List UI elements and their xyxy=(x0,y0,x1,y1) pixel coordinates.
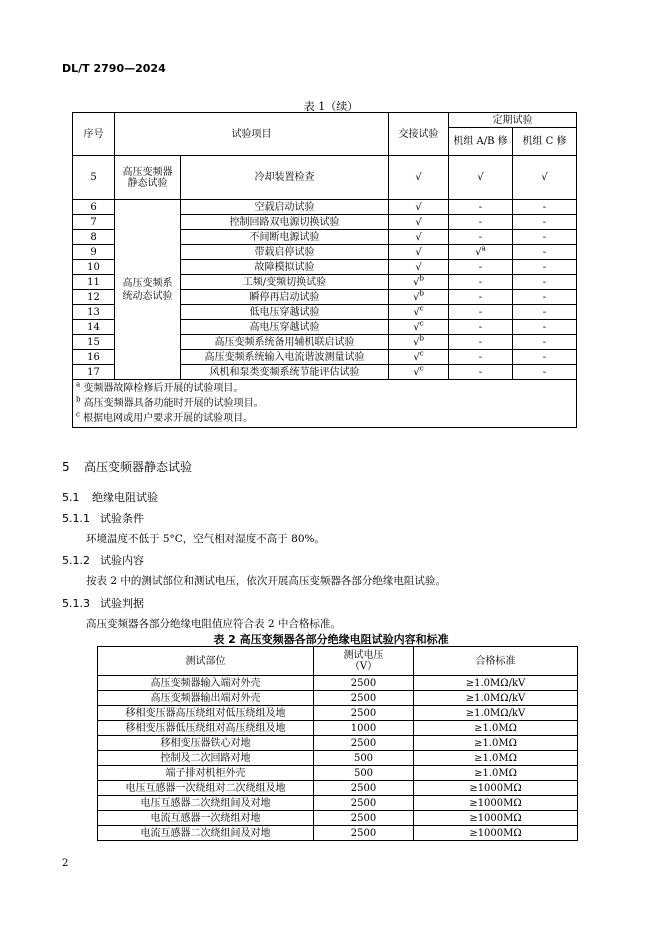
table1-notes xyxy=(73,380,577,428)
table-row xyxy=(98,796,578,811)
cell-seq: 17 xyxy=(73,365,115,380)
cell-c: - xyxy=(513,200,577,215)
cell-part: 高压变频器输出端对外壳 xyxy=(98,691,314,706)
note-ref: a xyxy=(481,244,486,253)
section-5-1-heading xyxy=(62,489,158,505)
note-ref: c xyxy=(419,364,424,373)
th-standard: 合格标准 xyxy=(414,647,578,676)
cell-c: - xyxy=(513,245,577,260)
note-text: 根据电网或用户要求开展的试验项目。 xyxy=(83,413,254,424)
table1 xyxy=(72,112,577,428)
th-voltage-line1: 测试电压 xyxy=(343,650,384,661)
table2-caption: 表 2 高压变频器各部分绝缘电阻试验内容和标准 xyxy=(213,633,449,646)
cell-handover xyxy=(389,320,449,335)
th-periodic: 定期试验 xyxy=(449,113,577,128)
cell-item: 空载启动试验 xyxy=(181,200,389,215)
table-row xyxy=(98,676,578,691)
section-5-1-1-text: 环境温度不低于 5°C，空气相对湿度不高于 80%。 xyxy=(86,533,325,545)
section-number: 5 xyxy=(62,460,70,474)
cell-voltage: 2500 xyxy=(314,676,414,691)
check-mark: √ xyxy=(413,306,420,318)
cell-item: 工频/变频切换试验 xyxy=(181,275,389,290)
note-text: 变频器故障检修后开展的试验项目。 xyxy=(83,383,244,394)
cell-seq: 7 xyxy=(73,215,115,230)
cell-item: 风机和泵类变频系统节能评估试验 xyxy=(181,365,389,380)
cell-ab: - xyxy=(449,320,513,335)
cell-seq: 16 xyxy=(73,350,115,365)
cell-c: - xyxy=(513,320,577,335)
cell-ab xyxy=(449,245,513,260)
cell-ab: - xyxy=(449,260,513,275)
cell-seq: 8 xyxy=(73,230,115,245)
cell-standard: ≥1.0MΩ xyxy=(414,766,578,781)
cell-part: 端子排对机柜外壳 xyxy=(98,766,314,781)
section-number: 5.1.2 xyxy=(62,554,90,567)
table-row xyxy=(98,706,578,721)
cell-part: 电流互感器二次绕组间及对地 xyxy=(98,826,314,841)
section-number: 5.1.3 xyxy=(62,597,90,610)
section-5-heading xyxy=(62,458,192,475)
note-c xyxy=(76,411,573,426)
th-part: 测试部位 xyxy=(98,647,314,676)
cell-part: 移相变压器低压绕组对高压绕组及地 xyxy=(98,721,314,736)
cell-standard: ≥1.0MΩ xyxy=(414,721,578,736)
cell-item: 不间断电源试验 xyxy=(181,230,389,245)
cell-voltage: 1000 xyxy=(314,721,414,736)
cell-part: 控制及二次回路对地 xyxy=(98,751,314,766)
cell-item: 带载启停试验 xyxy=(181,245,389,260)
cell-voltage: 2500 xyxy=(314,781,414,796)
cell-ab: - xyxy=(449,290,513,305)
table-row xyxy=(98,811,578,826)
note-text: 高压变频器具备功能时开展的试验项目。 xyxy=(83,398,264,409)
check-mark: √ xyxy=(413,336,420,348)
cell-handover: √ xyxy=(389,215,449,230)
cell-voltage: 2500 xyxy=(314,691,414,706)
th-item: 试验项目 xyxy=(115,113,389,156)
table2-header-row xyxy=(98,647,578,676)
cell-voltage: 2500 xyxy=(314,736,414,751)
cell-standard: ≥1000MΩ xyxy=(414,826,578,841)
cell-handover xyxy=(389,365,449,380)
cell-standard: ≥1.0MΩ/kV xyxy=(414,706,578,721)
note-a xyxy=(76,381,573,396)
cell-c: - xyxy=(513,260,577,275)
group-dynamic: 高压变频系统动态试验 xyxy=(115,200,181,380)
check-mark: √ xyxy=(413,276,420,288)
section-title: 试验判据 xyxy=(100,597,144,610)
note-ref: c xyxy=(419,319,424,328)
note-ref: c xyxy=(419,304,424,313)
th-handover: 交接试验 xyxy=(389,113,449,156)
th-unit-ab: 机组 A/B 修 xyxy=(449,128,513,156)
section-5-1-3-heading xyxy=(62,595,144,611)
cell-standard: ≥1000MΩ xyxy=(414,811,578,826)
cell-c: - xyxy=(513,335,577,350)
cell-seq: 9 xyxy=(73,245,115,260)
th-unit-c: 机组 C 修 xyxy=(513,128,577,156)
cell-standard: ≥1.0MΩ/kV xyxy=(414,676,578,691)
table-row xyxy=(98,826,578,841)
cell-item: 高压变频系统备用辅机联启试验 xyxy=(181,335,389,350)
cell-item: 高压变频系统输入电流谐波测量试验 xyxy=(181,350,389,365)
cell-handover: √ xyxy=(389,200,449,215)
table-row xyxy=(98,721,578,736)
cell-standard: ≥1.0MΩ/kV xyxy=(414,691,578,706)
check-mark: √ xyxy=(475,246,482,258)
section-title: 试验内容 xyxy=(100,554,144,567)
section-title: 高压变频器静态试验 xyxy=(84,460,193,474)
cell-seq: 11 xyxy=(73,275,115,290)
cell-standard: ≥1.0MΩ xyxy=(414,736,578,751)
table-row xyxy=(98,781,578,796)
section-5-1-1-heading xyxy=(62,510,144,526)
table-row xyxy=(73,200,577,215)
cell-handover xyxy=(389,305,449,320)
cell-seq: 15 xyxy=(73,335,115,350)
cell-handover xyxy=(389,275,449,290)
cell-c: - xyxy=(513,290,577,305)
cell-seq: 5 xyxy=(73,156,115,200)
th-seq: 序号 xyxy=(73,113,115,156)
cell-c: - xyxy=(513,350,577,365)
cell-item: 瞬停再启动试验 xyxy=(181,290,389,305)
cell-handover xyxy=(389,290,449,305)
note-ref: b xyxy=(419,274,424,283)
note-mark: c xyxy=(76,410,80,419)
cell-voltage: 500 xyxy=(314,751,414,766)
cell-part: 移相变压器铁心对地 xyxy=(98,736,314,751)
check-mark: √ xyxy=(413,291,420,303)
cell-ab: - xyxy=(449,335,513,350)
cell-voltage: 500 xyxy=(314,766,414,781)
cell-seq: 10 xyxy=(73,260,115,275)
cell-part: 移相变压器高压绕组对低压绕组及地 xyxy=(98,706,314,721)
cell-ab: - xyxy=(449,215,513,230)
section-number: 5.1.1 xyxy=(62,512,90,525)
cell-standard: ≥1.0MΩ xyxy=(414,751,578,766)
section-5-1-3-text: 高压变频器各部分绝缘电阻值应符合表 2 中合格标准。 xyxy=(86,618,341,630)
cell-c: - xyxy=(513,215,577,230)
cell-seq: 12 xyxy=(73,290,115,305)
cell-voltage: 2500 xyxy=(314,706,414,721)
standard-code: DL/T 2790—2024 xyxy=(62,62,166,75)
cell-ab: - xyxy=(449,230,513,245)
cell-part: 电压互感器一次绕组对二次绕组及地 xyxy=(98,781,314,796)
cell-seq: 6 xyxy=(73,200,115,215)
cell-item: 低电压穿越试验 xyxy=(181,305,389,320)
cell-handover xyxy=(389,350,449,365)
cell-handover: √ xyxy=(389,230,449,245)
cell-c: √ xyxy=(513,156,577,200)
cell-handover: √ xyxy=(389,245,449,260)
note-mark: b xyxy=(76,395,81,404)
th-voltage xyxy=(314,647,414,676)
section-title: 绝缘电阻试验 xyxy=(92,491,158,504)
cell-part: 电压互感器二次绕组间及对地 xyxy=(98,796,314,811)
check-mark: √ xyxy=(413,351,420,363)
table-row xyxy=(98,751,578,766)
note-ref: b xyxy=(419,334,424,343)
table1-header-row xyxy=(73,113,577,128)
cell-item: 控制回路双电源切换试验 xyxy=(181,215,389,230)
note-ref: b xyxy=(419,289,424,298)
cell-voltage: 2500 xyxy=(314,796,414,811)
cell-c: - xyxy=(513,305,577,320)
note-b xyxy=(76,396,573,411)
cell-c: - xyxy=(513,230,577,245)
table-row xyxy=(98,736,578,751)
table-row xyxy=(73,156,577,200)
table1-caption: 表 1（续） xyxy=(303,100,359,113)
cell-ab: √ xyxy=(449,156,513,200)
cell-c: - xyxy=(513,275,577,290)
group-static: 高压变频器静态试验 xyxy=(115,156,181,200)
cell-part: 高压变频器输入端对外壳 xyxy=(98,676,314,691)
section-title: 试验条件 xyxy=(100,512,144,525)
cell-ab: - xyxy=(449,350,513,365)
cell-item: 冷却装置检查 xyxy=(181,156,389,200)
page-number: 2 xyxy=(62,858,69,869)
cell-part: 电流互感器一次绕组对地 xyxy=(98,811,314,826)
cell-item: 故障模拟试验 xyxy=(181,260,389,275)
th-voltage-line2: （V） xyxy=(349,661,378,672)
cell-standard: ≥1000MΩ xyxy=(414,781,578,796)
cell-handover xyxy=(389,335,449,350)
cell-seq: 14 xyxy=(73,320,115,335)
cell-voltage: 2500 xyxy=(314,826,414,841)
cell-c: - xyxy=(513,365,577,380)
cell-handover: √ xyxy=(389,260,449,275)
cell-ab: - xyxy=(449,305,513,320)
section-5-1-2-text: 按表 2 中的测试部位和测试电压，依次开展高压变频器各部分绝缘电阻试验。 xyxy=(86,575,446,587)
check-mark: √ xyxy=(413,366,420,378)
table-row xyxy=(98,766,578,781)
check-mark: √ xyxy=(413,321,420,333)
cell-ab: - xyxy=(449,365,513,380)
section-5-1-2-heading xyxy=(62,552,144,568)
cell-seq: 13 xyxy=(73,305,115,320)
cell-voltage: 2500 xyxy=(314,811,414,826)
cell-standard: ≥1000MΩ xyxy=(414,796,578,811)
table2 xyxy=(97,646,578,841)
note-mark: a xyxy=(76,380,81,389)
note-ref: c xyxy=(419,349,424,358)
table-row xyxy=(98,691,578,706)
section-number: 5.1 xyxy=(62,491,80,504)
cell-ab: - xyxy=(449,200,513,215)
cell-ab: - xyxy=(449,275,513,290)
cell-handover: √ xyxy=(389,156,449,200)
cell-item: 高电压穿越试验 xyxy=(181,320,389,335)
table1-notes-row xyxy=(73,380,577,428)
